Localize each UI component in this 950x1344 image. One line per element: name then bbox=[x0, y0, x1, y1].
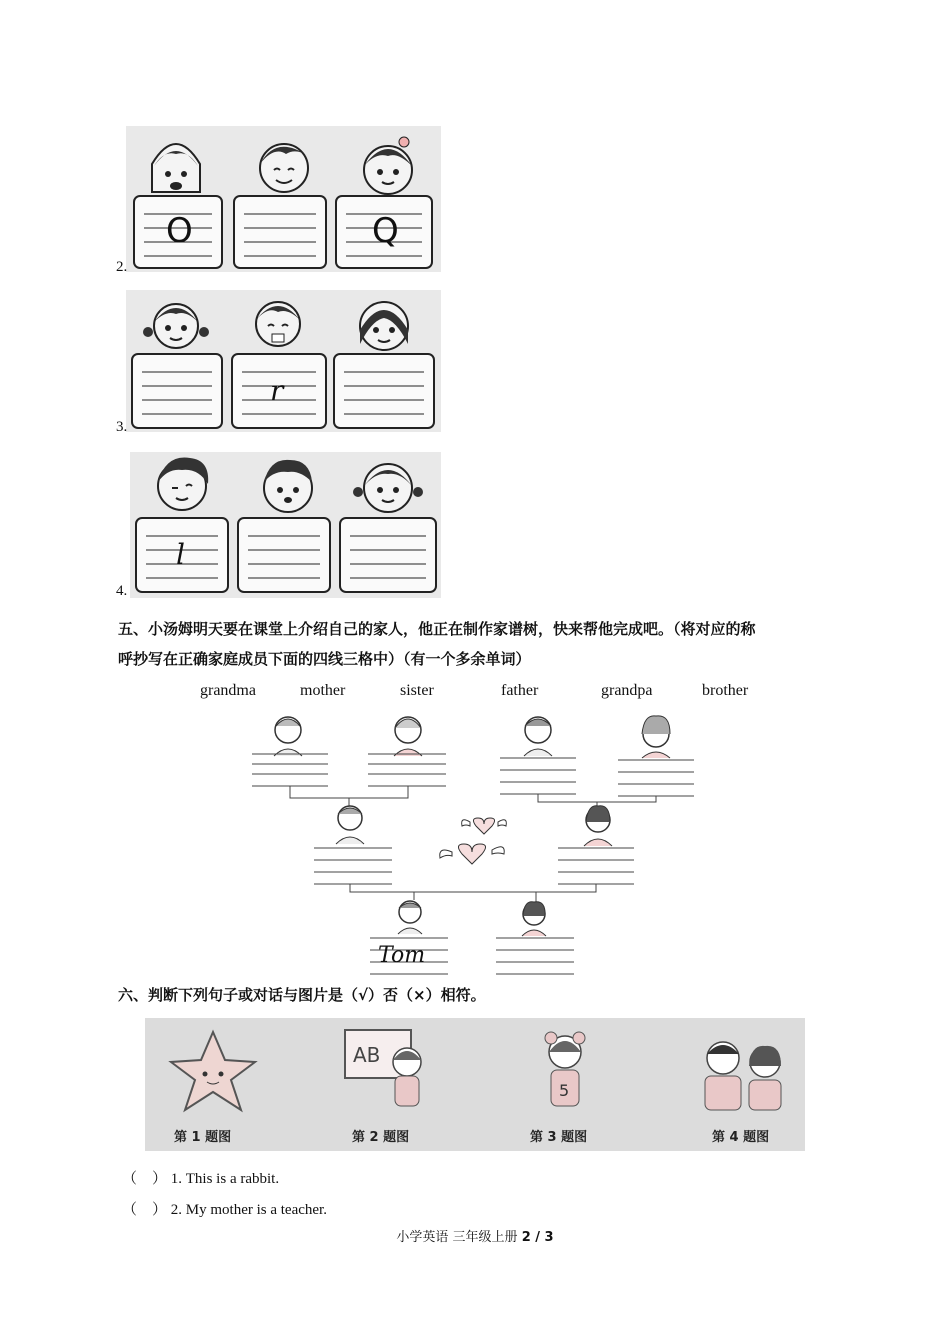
footer-subject: 小学英语 三年级上册 bbox=[396, 1230, 522, 1245]
q6-statement bbox=[122, 1198, 327, 1219]
word-option: mother bbox=[300, 682, 346, 699]
board-letter: O bbox=[166, 211, 193, 251]
mother-icon bbox=[584, 806, 612, 846]
star-icon bbox=[171, 1032, 255, 1110]
q6-heading: 六、判断下列句子或对话与图片是（√）否（×）相符。 bbox=[118, 986, 486, 1004]
four-line-grid bbox=[368, 754, 446, 786]
boy-face-icon bbox=[264, 460, 312, 512]
four-line-grid bbox=[618, 760, 694, 796]
q6-caption: 第 2 题图 bbox=[352, 1130, 410, 1145]
boy-face-icon bbox=[158, 458, 208, 511]
four-line-board bbox=[234, 196, 326, 268]
q4-row-4-image bbox=[130, 452, 441, 598]
grandparent-icon bbox=[524, 717, 552, 756]
four-line-board bbox=[340, 518, 436, 592]
page-number: 2 / 3 bbox=[521, 1230, 554, 1245]
word-option: grandpa bbox=[601, 682, 653, 699]
board-letter: r bbox=[270, 374, 284, 407]
q4-row-number: 2. bbox=[116, 259, 128, 275]
girl-icon bbox=[522, 902, 546, 936]
board-letters: AB bbox=[353, 1043, 381, 1067]
four-line-grid bbox=[496, 938, 574, 974]
four-line-grid bbox=[500, 758, 576, 794]
winged-heart-icon bbox=[440, 844, 505, 864]
q6-pictures-panel bbox=[145, 1018, 805, 1151]
couple-icon bbox=[705, 1042, 781, 1110]
q6-pictures-illustration bbox=[145, 1018, 805, 1151]
four-line-board bbox=[334, 354, 434, 428]
girl-face-icon bbox=[353, 464, 423, 512]
kids-with-boards-illustration bbox=[130, 452, 441, 598]
board-letter: Q bbox=[372, 211, 399, 251]
family-tree-diagram bbox=[240, 708, 720, 980]
four-line-grid bbox=[252, 754, 328, 786]
statement-text: 2. My mother is a teacher. bbox=[170, 1202, 327, 1218]
page-footer bbox=[0, 1226, 950, 1245]
kids-with-boards-illustration bbox=[126, 290, 441, 432]
q5-heading: 五、小汤姆明天要在课堂上介绍自己的家人，他正在制作家谱树，快来帮他完成吧。（将对应的称 呼抄写在正确家庭成员下面的四线三格中）（有一个多余单词） bbox=[118, 620, 756, 668]
word-option: brother bbox=[702, 682, 749, 699]
four-line-grid bbox=[314, 848, 392, 884]
teacher-at-board-icon bbox=[345, 1030, 421, 1106]
word-option: grandma bbox=[200, 682, 256, 699]
q4-row-2-image bbox=[126, 126, 441, 272]
grandparent-icon bbox=[394, 717, 422, 756]
girl-face-icon bbox=[360, 302, 408, 350]
word-option: sister bbox=[400, 682, 434, 699]
four-line-grid bbox=[558, 848, 634, 884]
boy-face-icon bbox=[260, 144, 308, 192]
girl-face-icon bbox=[152, 144, 200, 192]
girl-face-icon bbox=[143, 304, 209, 348]
q4-row-3-image bbox=[126, 290, 441, 432]
girl-with-number-icon bbox=[545, 1032, 585, 1106]
girl-face-icon bbox=[364, 137, 412, 194]
four-line-board bbox=[132, 354, 222, 428]
boy-tom-icon bbox=[398, 901, 422, 934]
statement-text: 1. This is a rabbit. bbox=[170, 1171, 280, 1187]
word-option: father bbox=[501, 682, 539, 699]
q6-caption: 第 3 题图 bbox=[530, 1130, 588, 1145]
q4-row-number: 4. bbox=[116, 583, 128, 599]
grandparent-icon bbox=[642, 716, 670, 758]
four-line-board bbox=[238, 518, 330, 592]
q6-caption: 第 1 题图 bbox=[174, 1130, 232, 1145]
grandparent-icon bbox=[274, 717, 302, 756]
winged-heart-icon bbox=[462, 818, 507, 834]
boy-face-icon bbox=[256, 302, 300, 346]
answer-bracket[interactable]: （ ） bbox=[122, 1171, 168, 1187]
father-icon bbox=[336, 806, 364, 844]
answer-bracket[interactable]: （ ） bbox=[122, 1202, 168, 1218]
shirt-number: 5 bbox=[559, 1081, 570, 1100]
kids-with-boards-illustration bbox=[126, 126, 441, 272]
board-letter: l bbox=[176, 538, 185, 571]
q6-caption: 第 4 题图 bbox=[712, 1130, 770, 1145]
example-name-tom: Tom bbox=[378, 943, 426, 968]
q4-row-number: 3. bbox=[116, 419, 128, 435]
q6-statement bbox=[122, 1167, 279, 1188]
